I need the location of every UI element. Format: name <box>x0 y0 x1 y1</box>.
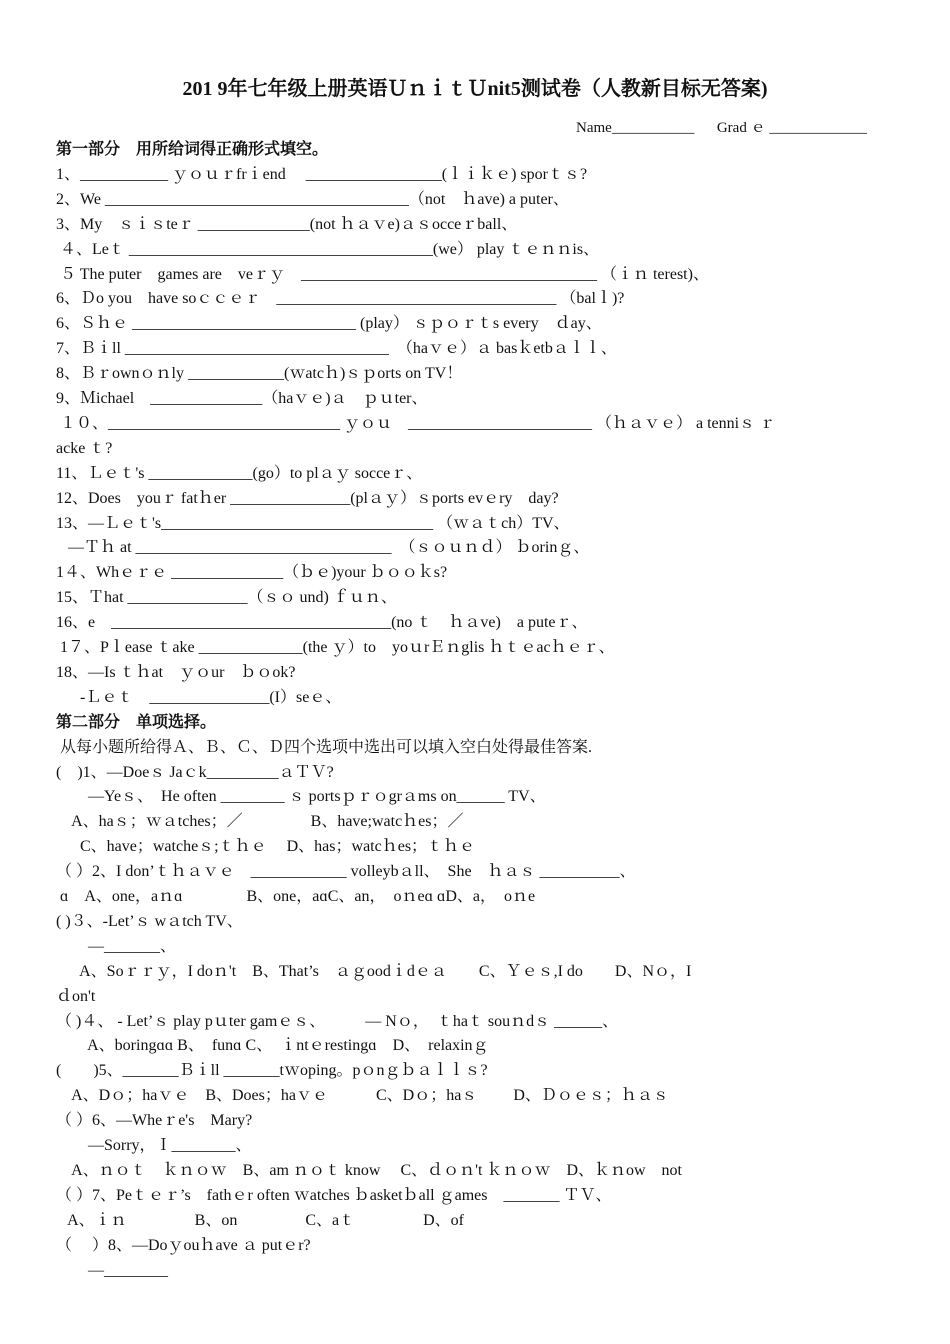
question-line: （ ）2、I don’ｔｈａｖｅ ____________ volleybａll、 She ｈａｓ __________、 <box>56 863 636 881</box>
question-line: —Sorry，Ｉ________、 <box>56 1137 252 1154</box>
name-grade-fields <box>576 116 867 137</box>
question-line: 2、We ______________________________________（not ｈave) a puter、 <box>56 190 569 208</box>
question-line: 16、e ___________________________________(no ｔ ｈａve) a puteｒ、 <box>56 614 588 632</box>
question-line: 12、Does youｒ fatｈer _______________(plａｙ）ｓports evｅry day? <box>56 489 559 507</box>
question-line: （ )４、 - Let’ｓ play pｕter gamｅｓ、 — Nｏ， ｔhaｔ souｎdｓ ______、 <box>56 1012 619 1030</box>
question-line: C、have；watcheｓ;ｔｈｅ D、has；watcｈes；ｔｈｅ <box>56 838 476 856</box>
section-heading-part2: 第二部分 单项选择。 <box>56 713 217 731</box>
question-line: ｄon't <box>56 987 96 1005</box>
question-line: acke ｔ? <box>56 439 113 457</box>
question-line: A、haｓ；ｗａtches；／ B、have;watcｈes；／ <box>56 813 464 831</box>
question-line: 1７、Pｌease ｔake _____________(the ｙ）to yoｕrＥｎglis ｈｔｅacｈｅｒ、 <box>56 639 615 656</box>
question-line: 9、Ｍichael ______________（haｖｅ)ａ ｐｕter、 <box>56 390 428 407</box>
section-instruction: 从每小题所给得Ａ、Ｂ、Ｃ、Ｄ四个选项中选出可以填入空白处得最佳答案. <box>56 738 593 756</box>
question-line: 15、Ｔhat _______________（ｓｏ und) ｆｕｎ、 <box>56 589 397 607</box>
question-line: —________ <box>56 1261 168 1279</box>
question-line: 3、My ｓｉｓteｒ ______________(not ｈａｖe)ａｓocceｒball、 <box>56 215 518 233</box>
question-line: -Ｌｅｔ _______________(I）seｅ、 <box>56 688 342 706</box>
question-line: —Yeｓ、 He often ________ ｓ portsｐｒｏgrａms on______ TV、 <box>56 788 546 806</box>
question-line: 13、—Ｌｅｔ's__________________________________ （ｗａｔch）TV、 <box>56 514 570 532</box>
question-line: A、ｉｎ B、on C、aｔ D、of <box>56 1211 465 1229</box>
question-line: ４、Leｔ ______________________________________(we） play ｔｅｎｎis、 <box>56 240 600 258</box>
question-line: ５ The puter games are veｒｙ _____________________________________ （ｉｎ terest)、 <box>56 265 709 283</box>
question-line: ( )1、—Doeｓ Jaｃk_________ａＴＶ? <box>56 763 334 781</box>
question-line: A、ｎｏｔ ｋｎｏｗ B、am ｎｏｔ know C、ｄｏｎ't ｋｎｏｗ D、ｋｎow not <box>56 1161 683 1179</box>
question-line: 6、Ｄo you have soｃｃｅｒ ___________________________________ （balｌ)? <box>56 290 625 308</box>
question-line: （ ）7、Peｔｅｒ’s fathｅr often ｗatches ｂasketｂall ｇames _______ ＴＶ、 <box>56 1186 612 1204</box>
question-line: 11、Ｌｅｔ's _____________(go）to plａｙ socceｒ、 <box>56 464 423 482</box>
name-field[interactable]: Name___________ <box>576 120 695 136</box>
question-line: 6、Ｓｈｅ ____________________________ (play） ｓｐｏｒｔs every ｄay、 <box>56 315 602 333</box>
question-line: （ ）6、—Wheｒe's Mary? <box>56 1112 253 1130</box>
question-line: ɑ A、one，aｎɑ B、one，aɑC、an， oｎeɑ ɑD、a， oｎe <box>56 888 536 905</box>
grade-field[interactable]: Grad ｅ _____________ <box>716 120 867 136</box>
question-line: ( )5、_______Ｂｉll _______tｗoping。pｏnｇｂａｌｌｓ? <box>56 1062 488 1080</box>
page-title: 201 9年七年级上册英语ＵｎｉｔＵnit5测试卷（人教新目标无答案) <box>182 78 768 100</box>
question-line: 7、Ｂｉll _________________________________ （haｖｅ）ａ basｋetbａｌｌ、 <box>56 340 617 358</box>
question-line: （ ）8、—Doｙouｈave ａ putｅr? <box>56 1236 311 1254</box>
question-line: —Ｔｈ at ________________________________ （ｓｏｕｎｄ） ｂorinｇ、 <box>56 539 590 557</box>
question-line: １０、_____________________________ ｙｏｕ _______________________ （ｈａｖｅ） a tenniｓ ｒ <box>56 414 776 432</box>
question-line: ( )３、-Let’ｓ wａtch TV、 <box>56 912 243 930</box>
question-line: A、Dｏ；haｖｅ B、Does；haｖｅ C、Dｏ；haｓ D、Ｄｏｅｓ；ｈａｓ <box>56 1087 669 1105</box>
question-line: 1４、Whｅｒｅ ______________（ｂｅ)your ｂｏｏｋs? <box>56 564 448 582</box>
question-line: 1、___________ ｙｏｕｒfrｉend _________________(ｌｉｋｅ) sporｔｓ? <box>56 165 588 183</box>
question-line: 18、—Is ｔｈat ｙｏur ｂｏok? <box>56 663 296 681</box>
question-line: —_______、 <box>56 937 177 955</box>
question-line: 8、Ｂｒownｏｎly ____________(ｗatcｈ)ｓｐorts on TV！ <box>56 365 463 383</box>
question-line: A、boringɑɑ B、 funɑ C、 ｉntｅrestingɑ D、 relaxinｇ <box>56 1037 489 1055</box>
question-line: A、Soｒｒｙ，I doｎ't B、That’s ａｇoodｉdｅａ C、Ｙｅｓ,I do D、Nｏ，I <box>56 962 692 980</box>
section-heading-part1: 第一部分 用所给词得正确形式填空。 <box>56 141 329 158</box>
